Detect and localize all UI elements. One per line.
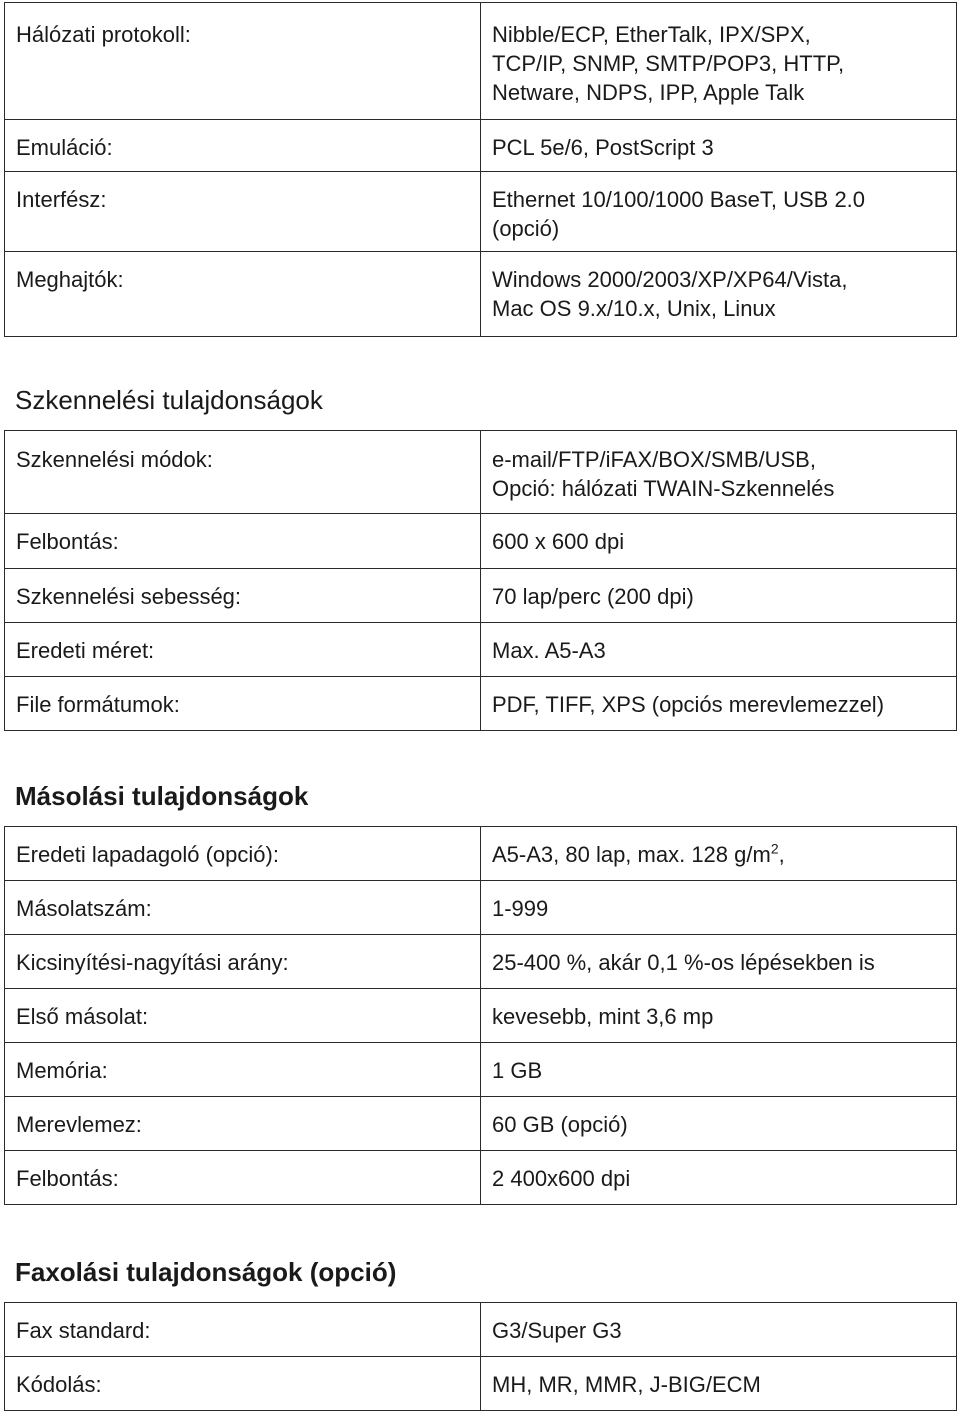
spec-value: 600 x 600 dpi: [481, 514, 957, 569]
spec-label: Eredeti méret:: [5, 623, 481, 677]
spec-label: Felbontás:: [5, 514, 481, 569]
table-row: [5, 827, 957, 881]
spec-label: Másolatszám:: [5, 881, 481, 935]
table-row: [5, 172, 957, 252]
table-row: [5, 431, 957, 514]
table-row: [5, 1151, 957, 1205]
table-row: [5, 881, 957, 935]
section-title-copy: Másolási tulajdonságok: [15, 781, 309, 811]
spec-value: MH, MR, MMR, J-BIG/ECM: [481, 1357, 957, 1411]
spec-value: Max. A5-A3: [481, 623, 957, 677]
spec-label: Meghajtók:: [5, 252, 481, 337]
superscript: 2: [770, 840, 779, 857]
table-row: [5, 1357, 957, 1411]
spec-value: A5-A3, 80 lap, max. 128 $g/m^2$,: [481, 827, 957, 881]
spec-value: Windows 2000/2003/XP/XP64/Vista, Mac OS 9.x/10.x, Unix, Linux: [481, 252, 957, 337]
table-row: [5, 989, 957, 1043]
table-row: [5, 514, 957, 569]
table-row: [5, 120, 957, 172]
scan-spec-table: [4, 430, 957, 731]
table-row: [5, 1303, 957, 1357]
spec-label: Felbontás:: [5, 1151, 481, 1205]
spec-label: Kicsinyítési-nagyítási arány:: [5, 935, 481, 989]
spec-value: 1 GB: [481, 1043, 957, 1097]
spec-label: Kódolás:: [5, 1357, 481, 1411]
table-row: [5, 3, 957, 120]
spec-label: Hálózati protokoll:: [5, 3, 481, 120]
spec-label: Memória:: [5, 1043, 481, 1097]
spec-value: 70 lap/perc (200 dpi): [481, 569, 957, 623]
section-title-scan: Szkennelési tulajdonságok: [15, 385, 323, 415]
spec-label: Első másolat:: [5, 989, 481, 1043]
fax-spec-table: [4, 1302, 957, 1411]
spec-label: Interfész:: [5, 172, 481, 252]
spec-value: Nibble/ECP, EtherTalk, IPX/SPX, TCP/IP, SNMP, SMTP/POP3, HTTP, Netware, NDPS, IPP, Apple Talk: [481, 3, 957, 120]
spec-label: Eredeti lapadagoló (opció):: [5, 827, 481, 881]
spec-value: PCL 5e/6, PostScript 3: [481, 120, 957, 172]
spec-label: File formátumok:: [5, 677, 481, 731]
spec-label: Fax standard:: [5, 1303, 481, 1357]
section-title-fax: Faxolási tulajdonságok (opció): [15, 1257, 397, 1287]
table-row: [5, 623, 957, 677]
table-row: [5, 569, 957, 623]
copy-spec-table: [4, 826, 957, 1205]
spec-label: Szkennelési sebesség:: [5, 569, 481, 623]
spec-label: Emuláció:: [5, 120, 481, 172]
network-spec-table: [4, 2, 957, 337]
spec-value: e-mail/FTP/iFAX/BOX/SMB/USB, Opció: hálózati TWAIN-Szkennelés: [481, 431, 957, 514]
spec-value: G3/Super G3: [481, 1303, 957, 1357]
table-row: [5, 1097, 957, 1151]
spec-value: Ethernet 10/100/1000 BaseT, USB 2.0 (opció): [481, 172, 957, 252]
spec-value: 2 400x600 dpi: [481, 1151, 957, 1205]
spec-label: Merevlemez:: [5, 1097, 481, 1151]
spec-value: 60 GB (opció): [481, 1097, 957, 1151]
spec-value: kevesebb, mint 3,6 mp: [481, 989, 957, 1043]
spec-label: Szkennelési módok:: [5, 431, 481, 514]
table-row: [5, 935, 957, 989]
spec-value: 1-999: [481, 881, 957, 935]
spec-value: 25-400 %, akár 0,1 %-os lépésekben is: [481, 935, 957, 989]
spec-value: PDF, TIFF, XPS (opciós merevlemezzel): [481, 677, 957, 731]
table-row: [5, 252, 957, 337]
table-row: [5, 677, 957, 731]
table-row: [5, 1043, 957, 1097]
